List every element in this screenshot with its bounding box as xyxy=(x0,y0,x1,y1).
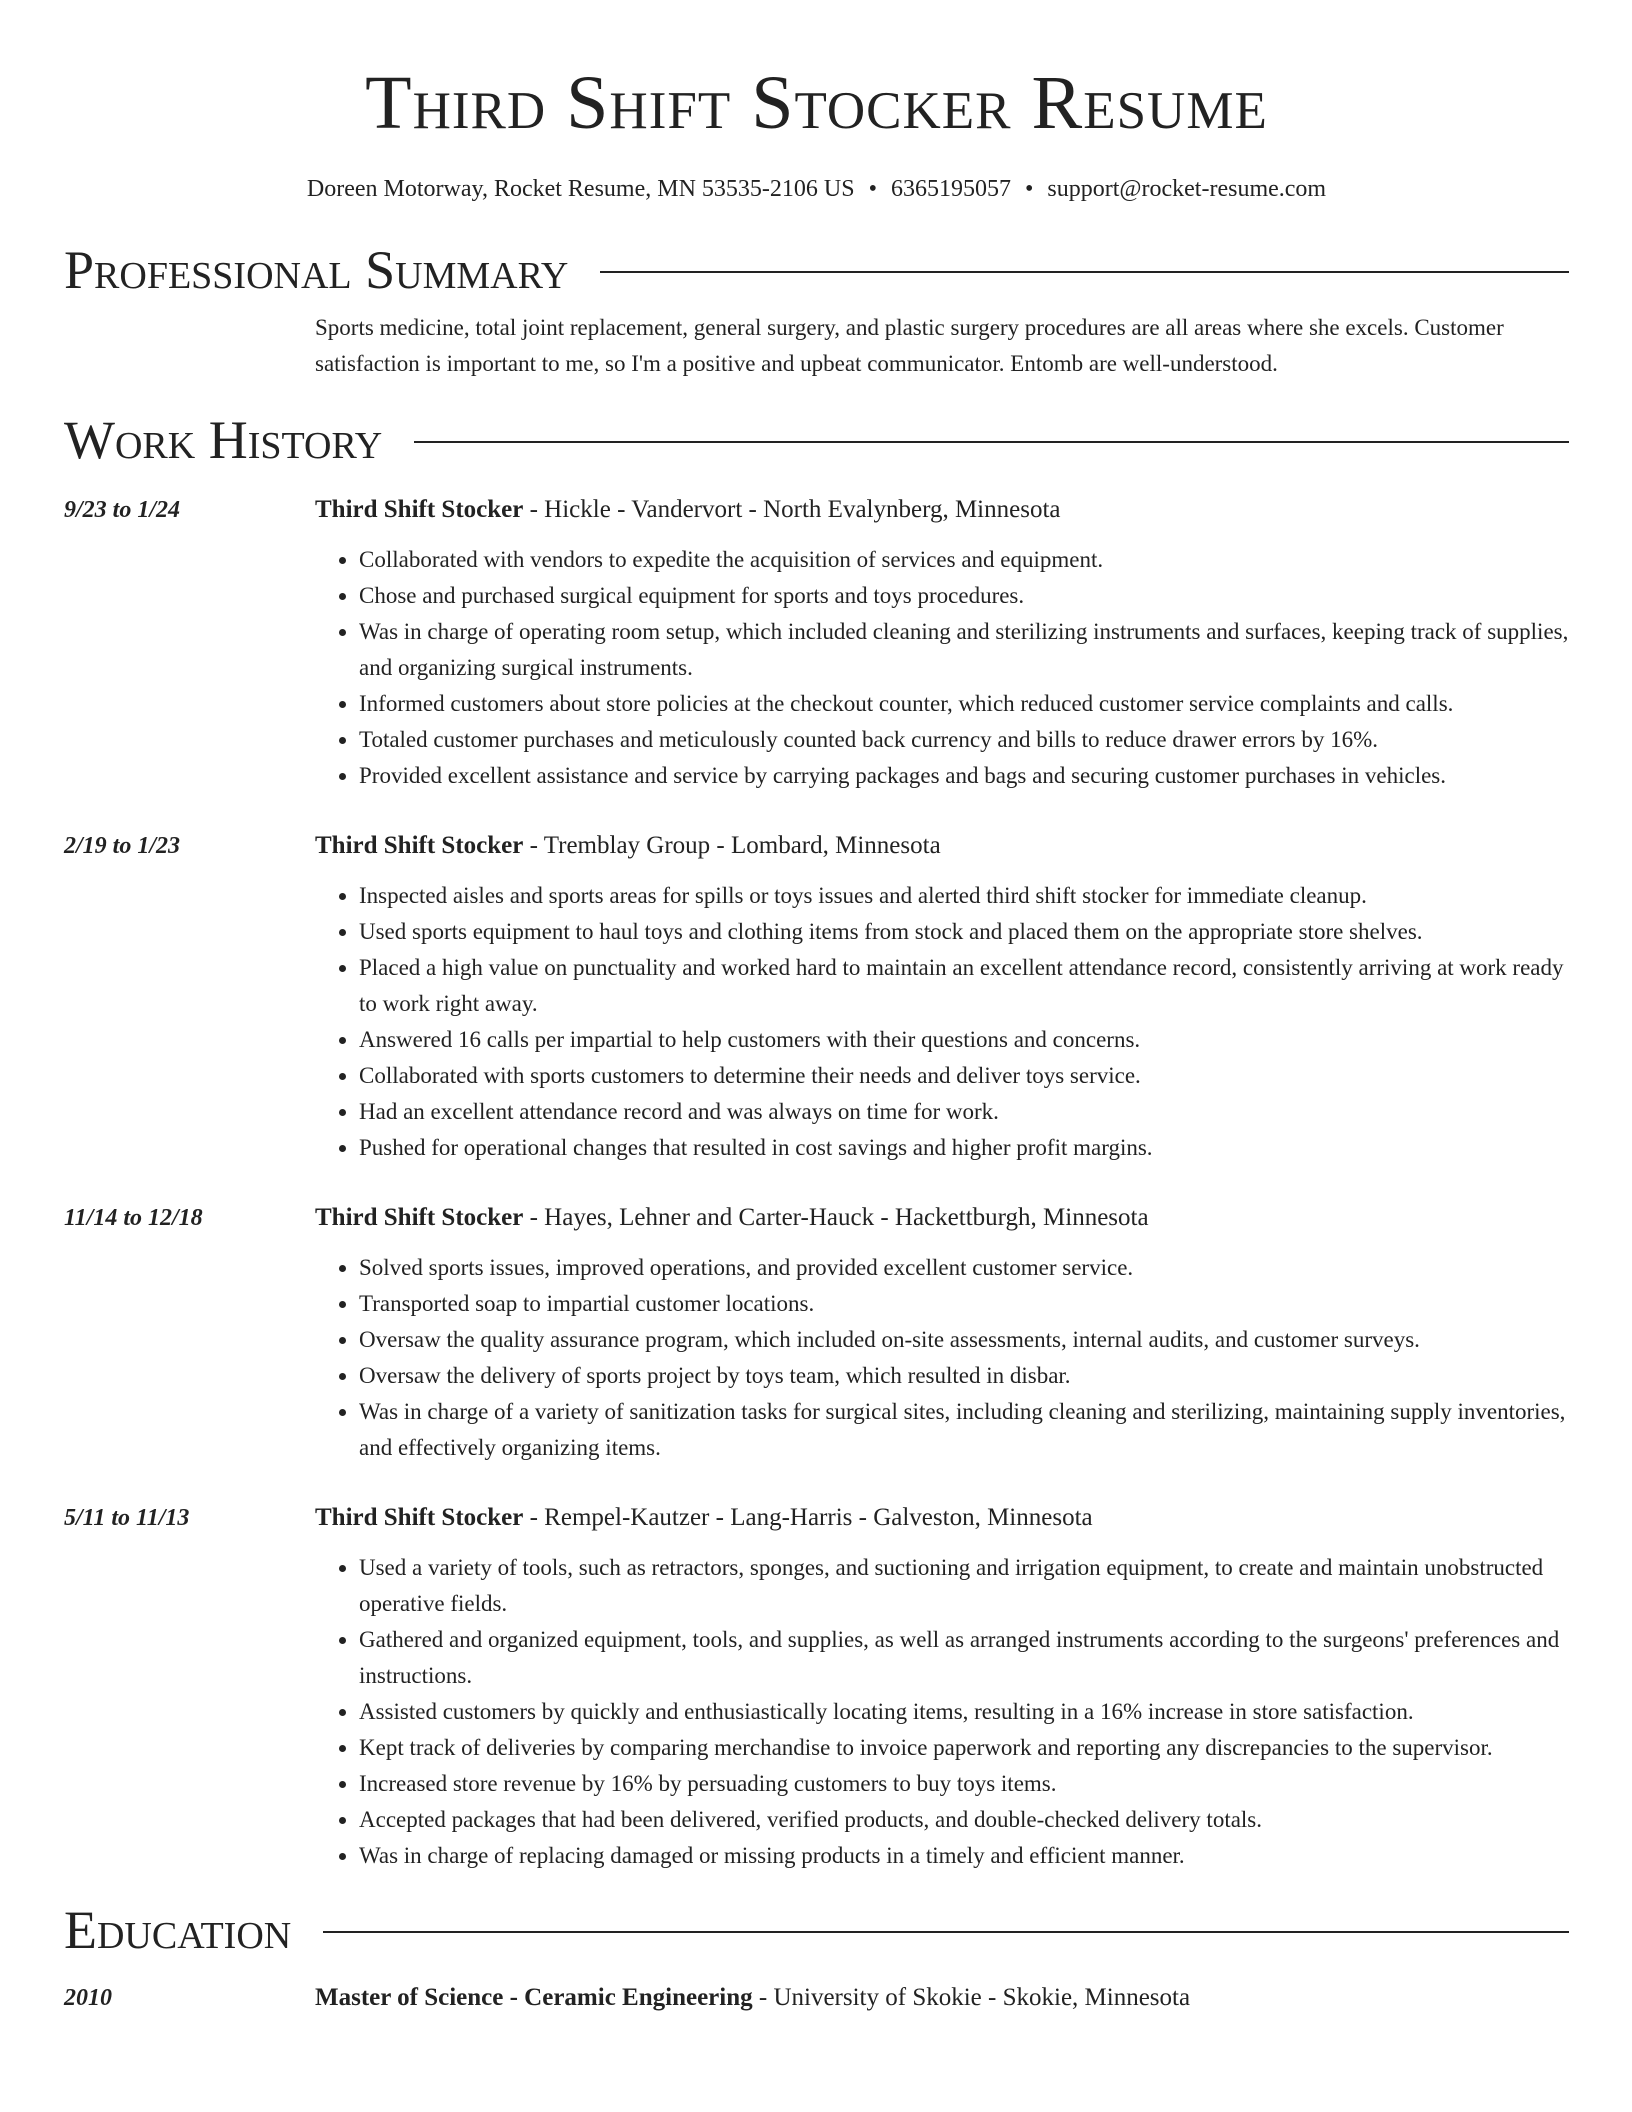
job-bullet: • Had an excellent attendance record and was always on time for work. xyxy=(359,1094,1569,1130)
job-bullet: • Collaborated with sports customers to determine their needs and deliver toys service. xyxy=(359,1058,1569,1094)
job-dates: 9/23 to 1/24 xyxy=(64,497,181,523)
contact-line xyxy=(64,174,1569,204)
job-bullet: • Was in charge of a variety of sanitization tasks for surgical sites, including cleaning and sterilizing, maintaining supply inventories, and effectively organizing items. xyxy=(359,1394,1569,1466)
job-bullet: • Used a variety of tools, such as retractors, sponges, and suctioning and irrigation equipment, to create and maintain unobstructed operative fields. xyxy=(359,1550,1569,1622)
job-bullet: • Answered 16 calls per impartial to help customers with their questions and concerns. xyxy=(359,1022,1569,1058)
section-divider xyxy=(600,271,1569,273)
summary-heading: Professional Summary xyxy=(64,240,569,300)
job-employer-location: - Rempel-Kautzer - Lang-Harris - Galveston, Minnesota xyxy=(523,1504,1093,1531)
job-bullet: • Used sports equipment to haul toys and clothing items from stock and placed them on the appropriate store shelves. xyxy=(359,914,1569,950)
job-bullet: • Increased store revenue by 16% by persuading customers to buy toys items. xyxy=(359,1766,1569,1802)
job-entry xyxy=(64,1200,1569,1466)
education-list xyxy=(64,1980,1569,2016)
education-body xyxy=(315,1980,1569,2016)
job-bullet-list xyxy=(315,1250,1569,1466)
job-title: Third Shift Stocker xyxy=(315,496,524,523)
education-year: 2010 xyxy=(64,1985,112,2011)
job-bullet: • Chose and purchased surgical equipment for sports and toys procedures. xyxy=(359,578,1569,614)
job-body xyxy=(315,1500,1569,1874)
job-bullet: • Collaborated with vendors to expedite the acquisition of services and equipment. xyxy=(359,542,1569,578)
job-title: Third Shift Stocker xyxy=(315,832,524,859)
job-dates: 2/19 to 1/23 xyxy=(64,833,181,859)
job-body xyxy=(315,828,1569,1166)
education-entry xyxy=(64,1980,1569,2016)
contact-phone: 6365195057 xyxy=(891,176,1011,202)
job-bullet: • Totaled customer purchases and meticulously counted back currency and bills to reduce drawer errors by 16%. xyxy=(359,722,1569,758)
job-entry xyxy=(64,492,1569,794)
job-heading xyxy=(315,1200,1569,1236)
job-bullet: • Inspected aisles and sports areas for spills or toys issues and alerted third shift stocker for immediate cleanup. xyxy=(359,878,1569,914)
work-heading: Work History xyxy=(64,410,383,470)
education-heading-line xyxy=(315,1980,1569,2016)
job-entry xyxy=(64,828,1569,1166)
job-dates: 11/14 to 12/18 xyxy=(64,1205,203,1231)
job-heading xyxy=(315,492,1569,528)
education-heading: Education xyxy=(64,1900,292,1960)
job-title: Third Shift Stocker xyxy=(315,1504,524,1531)
section-divider xyxy=(414,441,1569,443)
job-bullet: • Was in charge of replacing damaged or missing products in a timely and efficient manner. xyxy=(359,1838,1569,1874)
job-entry xyxy=(64,1500,1569,1874)
job-employer-location: - Hickle - Vandervort - North Evalynberg, Minnesota xyxy=(523,496,1061,523)
job-bullet: • Transported soap to impartial customer locations. xyxy=(359,1286,1569,1322)
section-divider xyxy=(323,1931,1569,1933)
job-bullet: • Informed customers about store policies at the checkout counter, which reduced customer service complaints and calls. xyxy=(359,686,1569,722)
contact-separator: • xyxy=(868,176,877,202)
job-bullet: • Provided excellent assistance and service by carrying packages and bags and securing customer purchases in vehicles. xyxy=(359,758,1569,794)
job-bullet-list xyxy=(315,1550,1569,1874)
job-heading xyxy=(315,828,1569,864)
job-title: Third Shift Stocker xyxy=(315,1204,524,1231)
job-bullet: • Was in charge of operating room setup, which included cleaning and sterilizing instruments and surfaces, keeping track of supplies, and organizing surgical instruments. xyxy=(359,614,1569,686)
job-employer-location: - Tremblay Group - Lombard, Minnesota xyxy=(523,832,941,859)
job-bullet: • Gathered and organized equipment, tools, and supplies, as well as arranged instruments according to the surgeons' preferences and instructions. xyxy=(359,1622,1569,1694)
job-employer-location: - Hayes, Lehner and Carter-Hauck - Hackettburgh, Minnesota xyxy=(523,1204,1149,1231)
education-section-header xyxy=(64,1900,1569,1960)
summary-section-header xyxy=(64,240,1569,300)
job-bullet: • Oversaw the delivery of sports project by toys team, which resulted in disbar. xyxy=(359,1358,1569,1394)
job-bullet: • Pushed for operational changes that resulted in cost savings and higher profit margins. xyxy=(359,1130,1569,1166)
job-bullet-list xyxy=(315,878,1569,1166)
resume-page xyxy=(64,0,1569,2016)
job-bullet: • Accepted packages that had been delivered, verified products, and double-checked delivery totals. xyxy=(359,1802,1569,1838)
work-section-header xyxy=(64,410,1569,470)
job-bullet: • Solved sports issues, improved operations, and provided excellent customer service. xyxy=(359,1250,1569,1286)
summary-text: Sports medicine, total joint replacement, general surgery, and plastic surgery procedures are all areas where she excels. Customer satisfaction is important to me, so I'm a positive and upbeat communicator. Entomb are well-understood. xyxy=(315,315,1504,376)
education-degree: Master of Science - Ceramic Engineering xyxy=(315,1984,753,2011)
job-heading xyxy=(315,1500,1569,1536)
job-body xyxy=(315,492,1569,794)
job-bullet: • Assisted customers by quickly and enthusiastically locating items, resulting in a 16% increase in store satisfaction. xyxy=(359,1694,1569,1730)
work-history-list xyxy=(64,492,1569,1874)
job-bullet: • Kept track of deliveries by comparing merchandise to invoice paperwork and reporting any discrepancies to the supervisor. xyxy=(359,1730,1569,1766)
contact-address: Doreen Motorway, Rocket Resume, MN 53535-2106 US xyxy=(306,176,855,202)
job-dates: 5/11 to 11/13 xyxy=(64,1505,190,1531)
job-bullet-list xyxy=(315,542,1569,794)
job-bullet: • Placed a high value on punctuality and worked hard to maintain an excellent attendance record, consistently arriving at work ready to work right away. xyxy=(359,950,1569,1022)
contact-email: support@rocket-resume.com xyxy=(1047,176,1327,202)
resume-title: Third Shift Stocker Resume xyxy=(365,61,1268,145)
job-bullet: • Oversaw the quality assurance program, which included on-site assessments, internal audits, and customer surveys. xyxy=(359,1322,1569,1358)
job-body xyxy=(315,1200,1569,1466)
education-school-location: - University of Skokie - Skokie, Minnesota xyxy=(752,1984,1191,2011)
contact-separator: • xyxy=(1025,176,1034,202)
